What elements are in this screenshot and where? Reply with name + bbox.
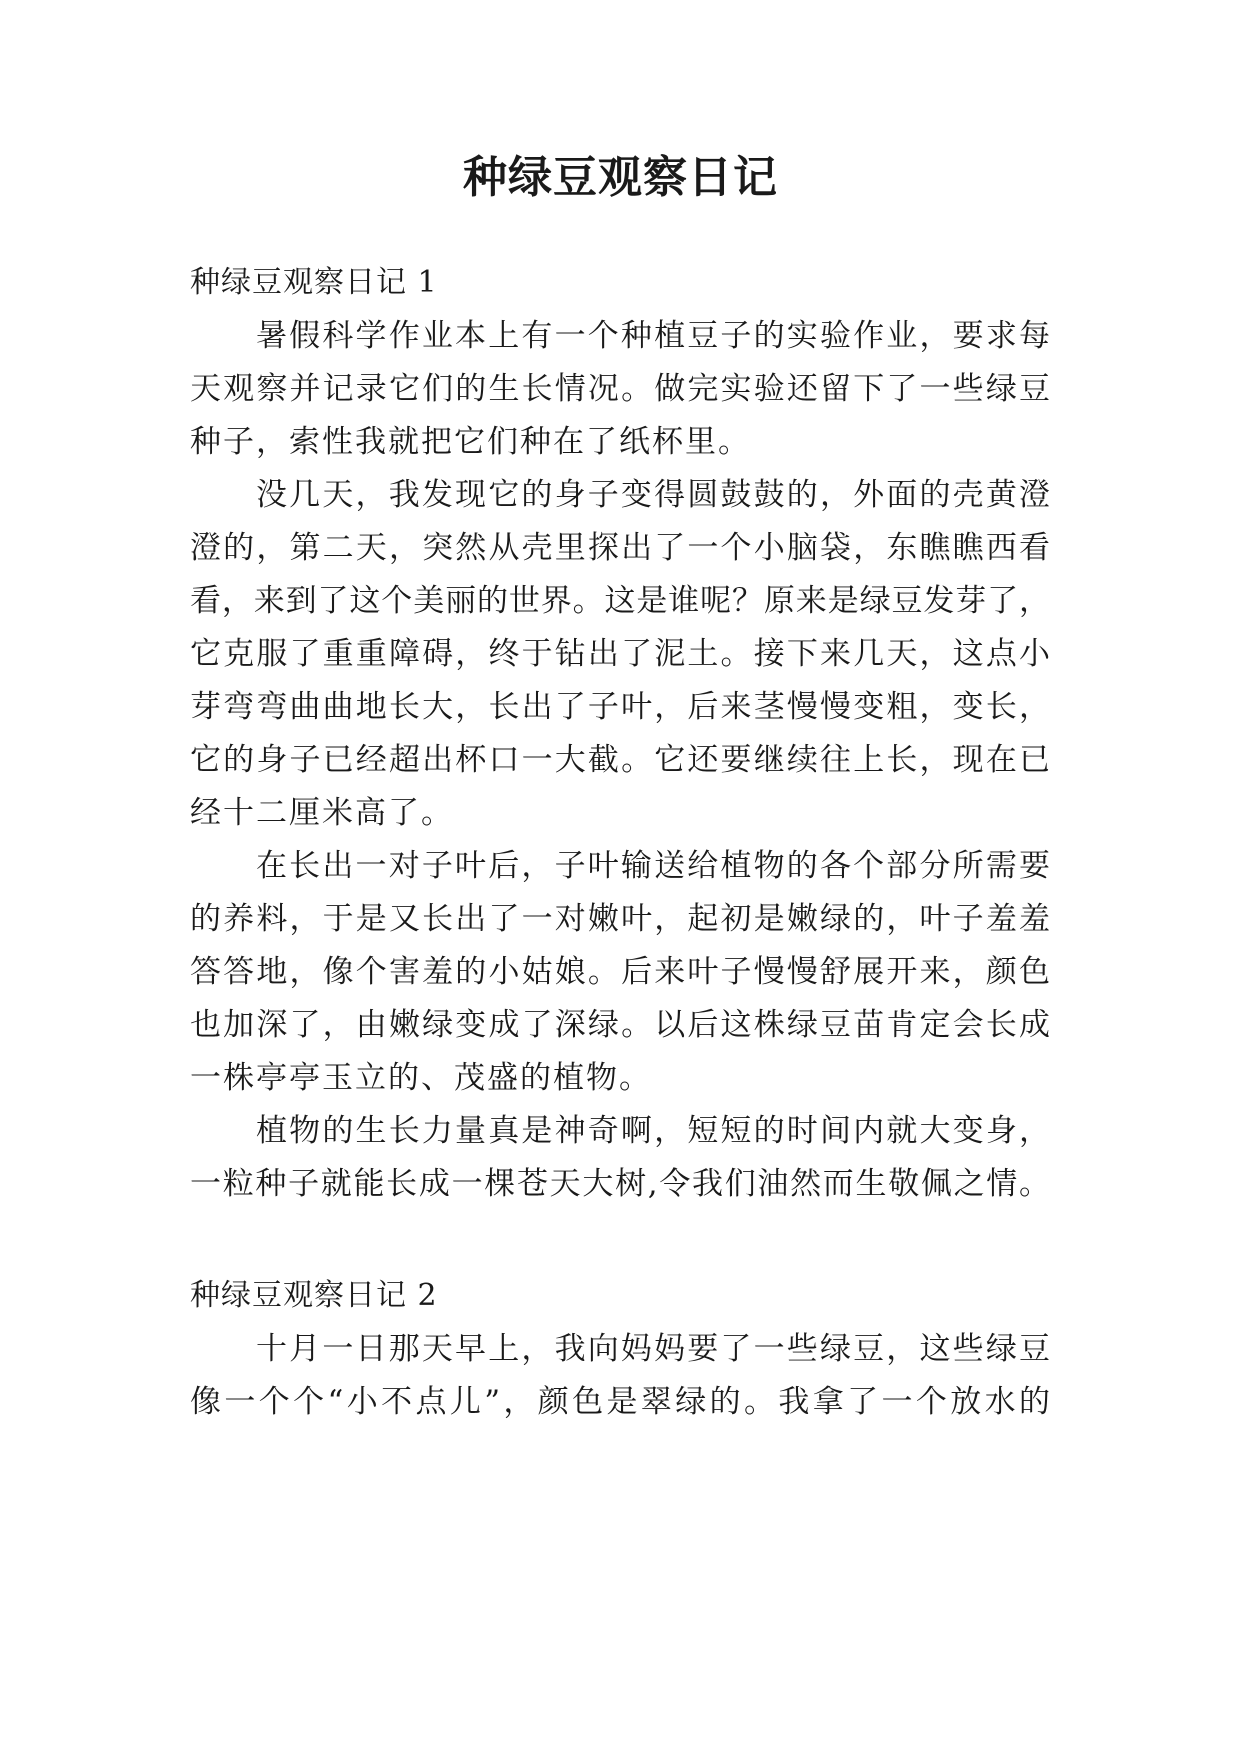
entry-1-paragraph-3-line-4: 也加深了，由嫩绿变成了深绿。以后这株绿豆苗肯定会长成 bbox=[190, 1007, 1050, 1043]
entry-2-heading: 种绿豆观察日记 2 bbox=[190, 1278, 438, 1313]
entry-1-paragraph-2-line-2: 澄的，第二天，突然从壳里探出了一个小脑袋，东瞧瞧西看 bbox=[190, 530, 1050, 566]
entry-1-heading: 种绿豆观察日记 1 bbox=[190, 265, 438, 300]
entry-1-paragraph-4-line-1: 植物的生长力量真是神奇啊，短短的时间内就大变身， bbox=[256, 1113, 1050, 1149]
document-title: 种绿豆观察日记 bbox=[463, 152, 778, 203]
entry-1-paragraph-2-line-1: 没几天，我发现它的身子变得圆鼓鼓的，外面的壳黄澄 bbox=[256, 477, 1050, 513]
entry-1-paragraph-3-line-3: 答答地，像个害羞的小姑娘。后来叶子慢慢舒展开来，颜色 bbox=[190, 954, 1050, 990]
entry-1-paragraph-2-line-3: 看，来到了这个美丽的世界。这是谁呢？原来是绿豆发芽了， bbox=[190, 583, 1050, 619]
entry-1-paragraph-3-line-5: 一株亭亭玉立的、茂盛的植物。 bbox=[190, 1060, 652, 1096]
entry-1-paragraph-2-line-7: 经十二厘米高了。 bbox=[190, 795, 454, 831]
entry-1-paragraph-4-line-2: 一粒种子就能长成一棵苍天大树,令我们油然而生敬佩之情。 bbox=[190, 1166, 1050, 1202]
entry-1-paragraph-3-line-2: 的养料，于是又长出了一对嫩叶，起初是嫩绿的，叶子羞羞 bbox=[190, 901, 1050, 937]
entry-1-paragraph-3-line-1: 在长出一对子叶后，子叶输送给植物的各个部分所需要 bbox=[256, 848, 1050, 884]
entry-1-paragraph-2-line-6: 它的身子已经超出杯口一大截。它还要继续往上长，现在已 bbox=[190, 742, 1050, 778]
entry-1-paragraph-2-line-5: 芽弯弯曲曲地长大，长出了子叶，后来茎慢慢变粗，变长， bbox=[190, 689, 1050, 725]
entry-1-paragraph-1-line-1: 暑假科学作业本上有一个种植豆子的实验作业，要求每 bbox=[256, 318, 1050, 354]
entry-1-paragraph-2-line-4: 它克服了重重障碍，终于钻出了泥土。接下来几天，这点小 bbox=[190, 636, 1050, 672]
entry-1-paragraph-1-line-2: 天观察并记录它们的生长情况。做完实验还留下了一些绿豆 bbox=[190, 371, 1050, 407]
entry-1-paragraph-1-line-3: 种子，索性我就把它们种在了纸杯里。 bbox=[190, 424, 751, 460]
entry-2-paragraph-1-line-1: 十月一日那天早上，我向妈妈要了一些绿豆，这些绿豆 bbox=[256, 1331, 1050, 1367]
entry-2-paragraph-1-line-2: 像一个个“小不点儿”，颜色是翠绿的。我拿了一个放水的 bbox=[190, 1384, 1050, 1420]
